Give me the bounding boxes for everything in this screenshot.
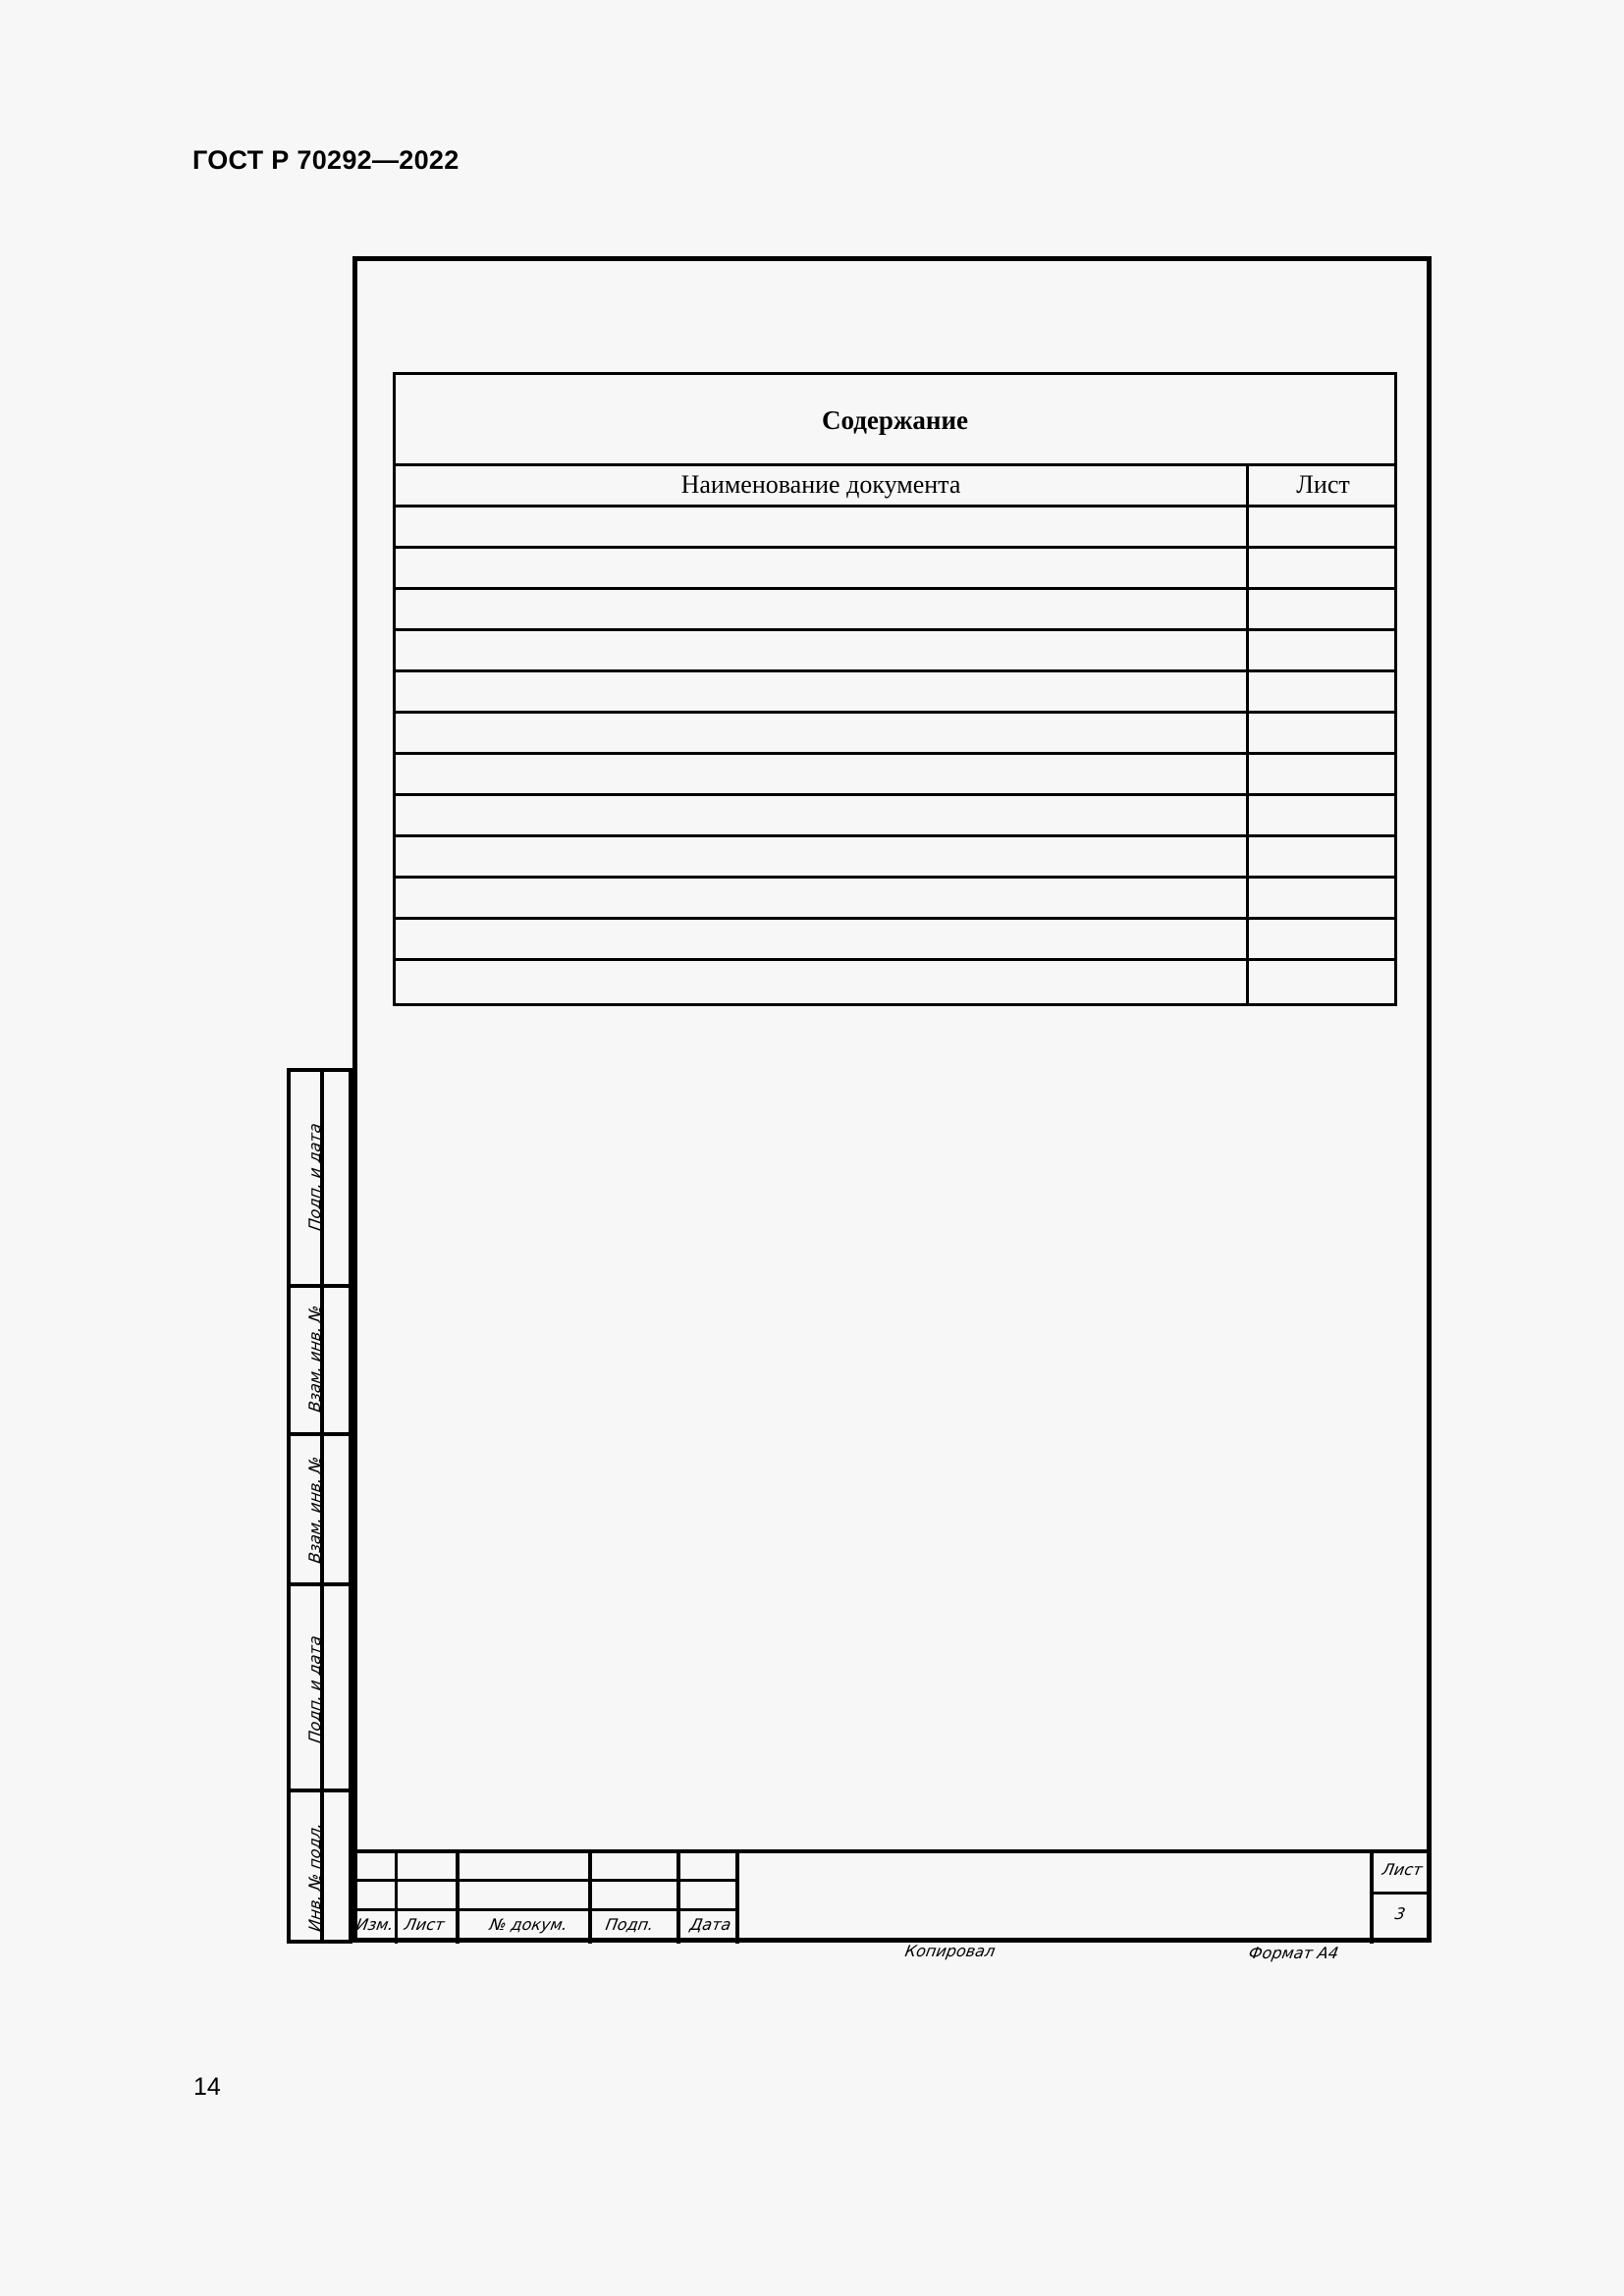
column-header-name: Наименование документа — [396, 466, 1246, 507]
table-row — [396, 755, 1394, 796]
side-box-4 — [287, 1582, 352, 1792]
table-row — [396, 796, 1394, 837]
table-row — [396, 920, 1394, 961]
table-row — [396, 837, 1394, 879]
page-number: 14 — [193, 2073, 221, 2101]
side-box-3 — [287, 1432, 352, 1586]
stamp-izm: Изм. — [354, 1915, 396, 1934]
side-box-1 — [287, 1068, 352, 1288]
table-row — [396, 549, 1394, 590]
column-header-sheet: Лист — [1249, 466, 1397, 507]
stamp-signature: Подп. — [604, 1915, 656, 1934]
title-block — [352, 1849, 1432, 1944]
stamp-sheet-number: 3 — [1393, 1904, 1407, 1923]
side-label-5: Инв. № подл. — [305, 1821, 324, 1933]
contents-title: Содержание — [396, 375, 1394, 466]
stamp-doc-number: № докум. — [488, 1915, 569, 1934]
document-header: ГОСТ Р 70292—2022 — [192, 145, 460, 175]
format-label: Формат А4 — [1247, 1944, 1340, 1962]
side-box-5 — [287, 1789, 352, 1944]
contents-table — [393, 372, 1397, 1006]
side-box-2 — [287, 1284, 352, 1436]
side-stamp — [287, 1068, 355, 1944]
copied-label: Копировал — [903, 1942, 998, 1960]
table-row — [396, 507, 1394, 549]
side-label-2: Взам. инв. № — [305, 1304, 324, 1414]
side-label-1: Подп. и дата — [305, 1122, 324, 1232]
table-row — [396, 714, 1394, 755]
stamp-sheet-label: Лист — [1380, 1860, 1425, 1879]
side-label-3: Взам. инв. № — [305, 1455, 324, 1565]
table-row — [396, 672, 1394, 714]
table-row — [396, 961, 1394, 1002]
stamp-list: Лист — [403, 1915, 447, 1934]
table-row — [396, 590, 1394, 631]
table-row — [396, 879, 1394, 920]
table-row — [396, 631, 1394, 672]
stamp-date: Дата — [688, 1915, 733, 1934]
side-label-4: Подп. и дата — [305, 1634, 324, 1744]
